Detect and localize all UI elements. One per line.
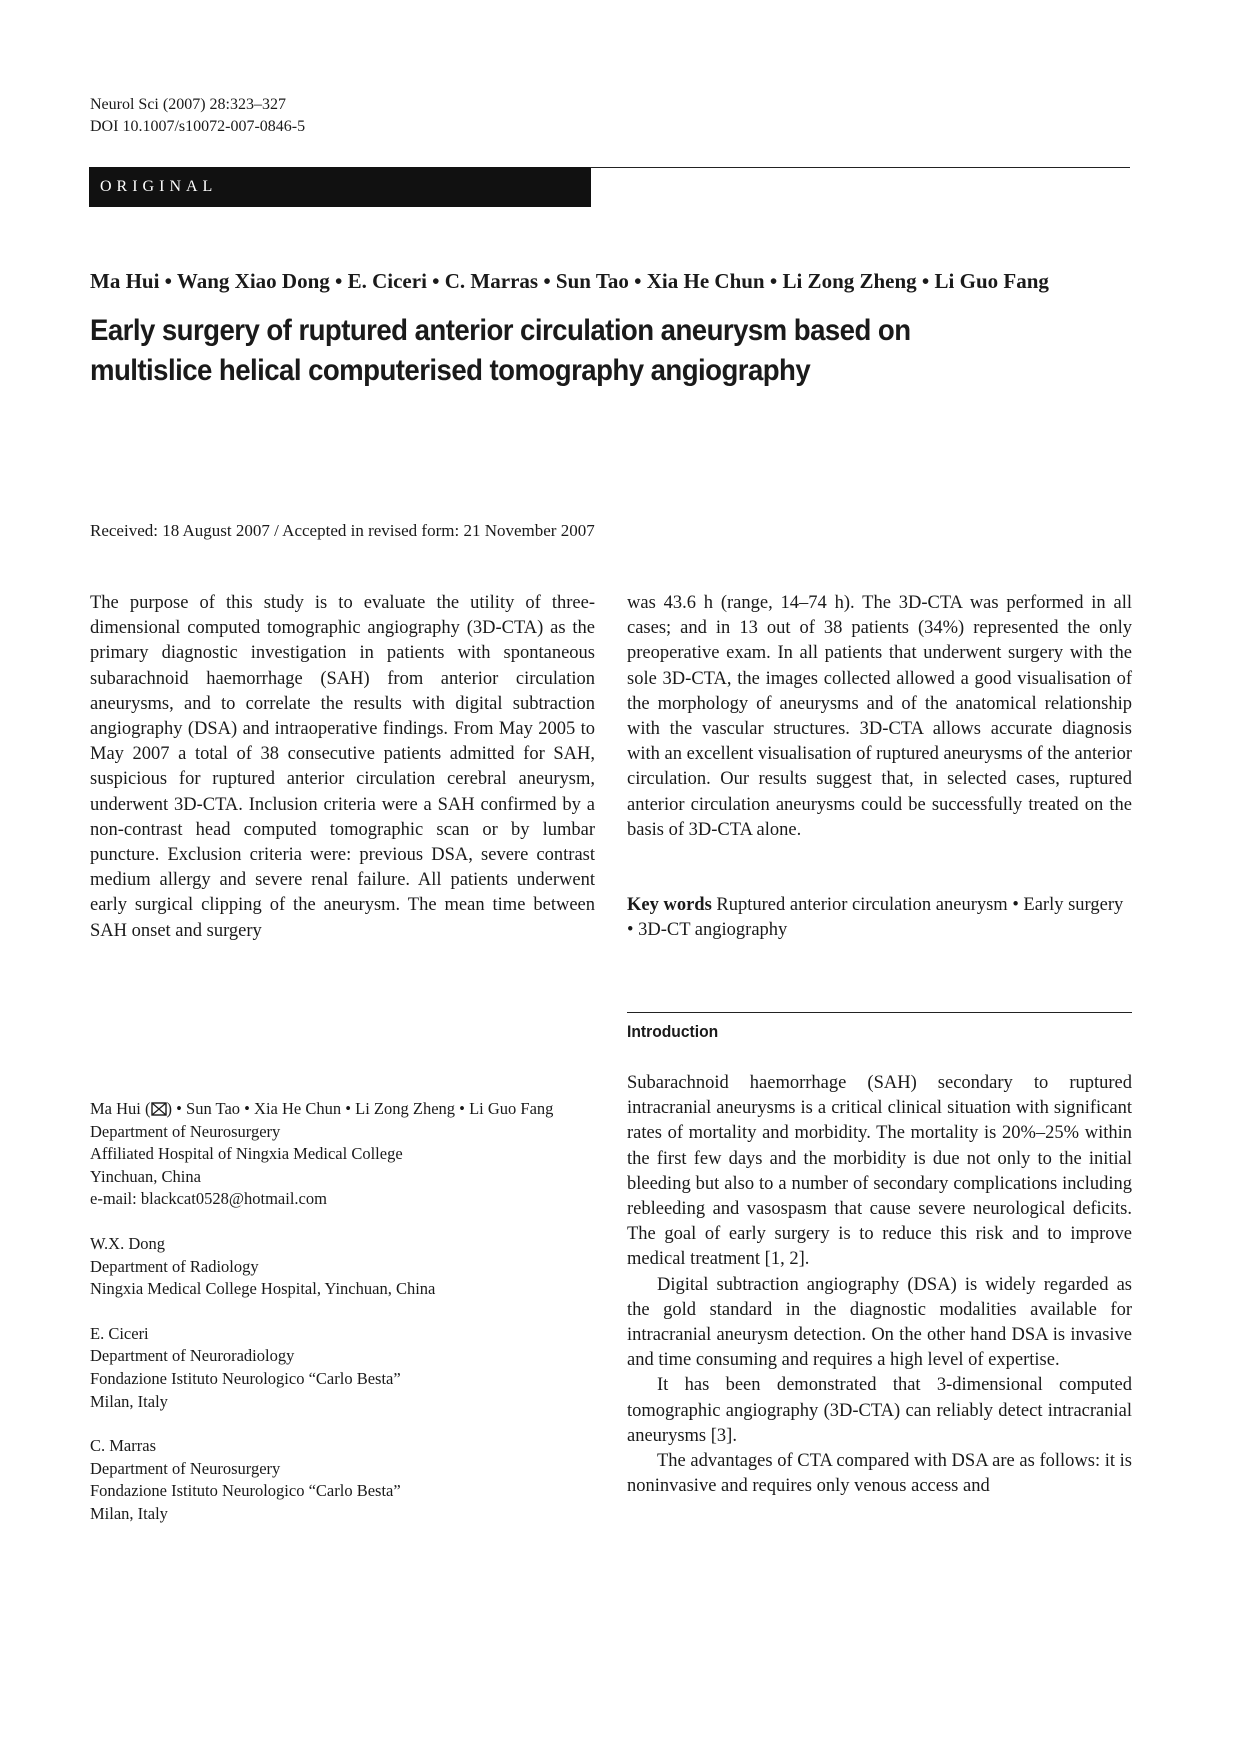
affiliation-line: Department of Radiology bbox=[90, 1256, 259, 1276]
title-line-2: multislice helical computerised tomography angiography bbox=[90, 354, 811, 387]
affiliation-line: Department of Neuroradiology bbox=[90, 1346, 295, 1366]
affiliation-line: Ningxia Medical College Hospital, Yinchuan, China bbox=[90, 1279, 436, 1299]
affiliation-block-1 bbox=[90, 1098, 600, 1211]
affiliation-line: Fondazione Istituto Neurologico “Carlo Besta” bbox=[90, 1368, 401, 1388]
corresponding-name: Ma Hui ( bbox=[90, 1099, 151, 1118]
intro-paragraph: Digital subtraction angiography (DSA) is widely regarded as the gold standard in the diagnostic modalities available for intracranial aneurysm detection. On the other hand DSA is invasive and time consuming and requires a high level of expertise. bbox=[627, 1274, 1132, 1371]
affiliation-line: Department of Neurosurgery bbox=[90, 1121, 281, 1141]
affiliation-line: Affiliated Hospital of Ningxia Medical College bbox=[90, 1144, 403, 1164]
affiliation-block-4 bbox=[90, 1435, 600, 1525]
author-list: Ma Hui • Wang Xiao Dong • E. Ciceri • C. Marras • Sun Tao • Xia He Chun • Li Zong Zheng • Li Guo Fang bbox=[90, 269, 1049, 293]
received-dates: Received: 18 August 2007 / Accepted in revised form: 21 November 2007 bbox=[90, 521, 595, 540]
coauthor-names: ) • Sun Tao • Xia He Chun • Li Zong Zheng • Li Guo Fang bbox=[166, 1099, 554, 1118]
affiliation-line: Yinchuan, China bbox=[90, 1166, 201, 1186]
introduction-rule bbox=[627, 1012, 1132, 1013]
envelope-icon bbox=[151, 1102, 167, 1116]
intro-paragraph: It has been demonstrated that 3-dimensional computed tomographic angiography (3D-CTA) can reliably detect intracranial aneurysms [3]. bbox=[627, 1375, 1132, 1446]
keywords-label: Key words bbox=[627, 895, 712, 915]
introduction-heading: Introduction bbox=[627, 1022, 719, 1041]
keywords-text: Ruptured anterior circulation aneurysm • Early surgery • 3D-CT angiography bbox=[627, 895, 1124, 941]
affiliation-line: Fondazione Istituto Neurologico “Carlo Besta” bbox=[90, 1481, 401, 1501]
affiliation-line: W.X. Dong bbox=[90, 1233, 166, 1253]
affiliation-block-2 bbox=[90, 1233, 600, 1301]
email-line: e-mail: blackcat0528@hotmail.com bbox=[90, 1189, 327, 1209]
affiliation-line: Milan, Italy bbox=[90, 1391, 168, 1411]
title-line-1: Early surgery of ruptured anterior circulation aneurysm based on bbox=[90, 314, 911, 347]
journal-line: Neurol Sci (2007) 28:323–327 bbox=[90, 96, 286, 113]
affiliation-line: E. Ciceri bbox=[90, 1323, 149, 1343]
corresponding-authors bbox=[90, 1098, 600, 1121]
affiliation-line: C. Marras bbox=[90, 1436, 156, 1456]
keywords bbox=[627, 893, 1132, 943]
abstract-left-column: The purpose of this study is to evaluate the utility of three-dimensional computed tomographic angiography (3D-CTA) as the primary diagnostic investigation in patients with spontaneous subarachnoid haemorrhage (SAH) from anterior circulation aneurysms, and to correlate the results with digital subtraction angiography (DSA) and intraoperative findings. From May 2005 to May 2007 a total of 38 consecutive patients admitted for SAH, suspicious for ruptured anterior circulation cerebral aneurysm, underwent 3D-CTA. Inclusion criteria were a SAH confirmed by a non-contrast head computed tomographic scan or by lumbar puncture. Exclusion criteria were: previous DSA, severe contrast medium allergy and severe renal failure. All patients underwent early surgical clipping of the aneurysm. The mean time between SAH onset and surgery bbox=[90, 593, 595, 941]
introduction-body bbox=[627, 1071, 1132, 1499]
article-title bbox=[90, 311, 1010, 391]
intro-paragraph: Subarachnoid haemorrhage (SAH) secondary to ruptured intracranial aneurysms is a critical clinical situation with significant rates of mortality and morbidity. The mortality is 20%–25% within the first few days and the morbidity is due not only to the initial bleeding but also to a number of secondary complications including rebleeding and vasospasm that cause severe neurological deficits. The goal of early surgery is to reduce this risk and to improve medical treatment [1, 2]. bbox=[627, 1073, 1132, 1270]
affiliations bbox=[90, 1098, 600, 1548]
affiliation-line: Milan, Italy bbox=[90, 1503, 168, 1523]
journal-citation bbox=[90, 94, 305, 138]
doi-line: DOI 10.1007/s10072-007-0846-5 bbox=[90, 118, 306, 135]
header-rule bbox=[590, 167, 1130, 168]
intro-paragraph: The advantages of CTA compared with DSA are as follows: it is noninvasive and requires only venous access and bbox=[627, 1451, 1132, 1497]
affiliation-line: Department of Neurosurgery bbox=[90, 1458, 281, 1478]
section-badge: ORIGINAL bbox=[89, 167, 591, 207]
affiliation-block-3 bbox=[90, 1323, 600, 1413]
abstract-right-column: was 43.6 h (range, 14–74 h). The 3D-CTA was performed in all cases; and in 13 out of 38 patients (34%) represented the only preoperative exam. In all patients that underwent surgery with the sole 3D-CTA, the images collected allowed a good visualisation of the morphology of aneurysms and of the anatomical relationship with the vascular structures. 3D-CTA allows accurate diagnosis with an excellent visualisation of ruptured aneurysms of the anterior circulation. Our results suggest that, in selected cases, ruptured anterior circulation aneurysms could be successfully treated on the basis of 3D-CTA alone. bbox=[627, 593, 1133, 840]
